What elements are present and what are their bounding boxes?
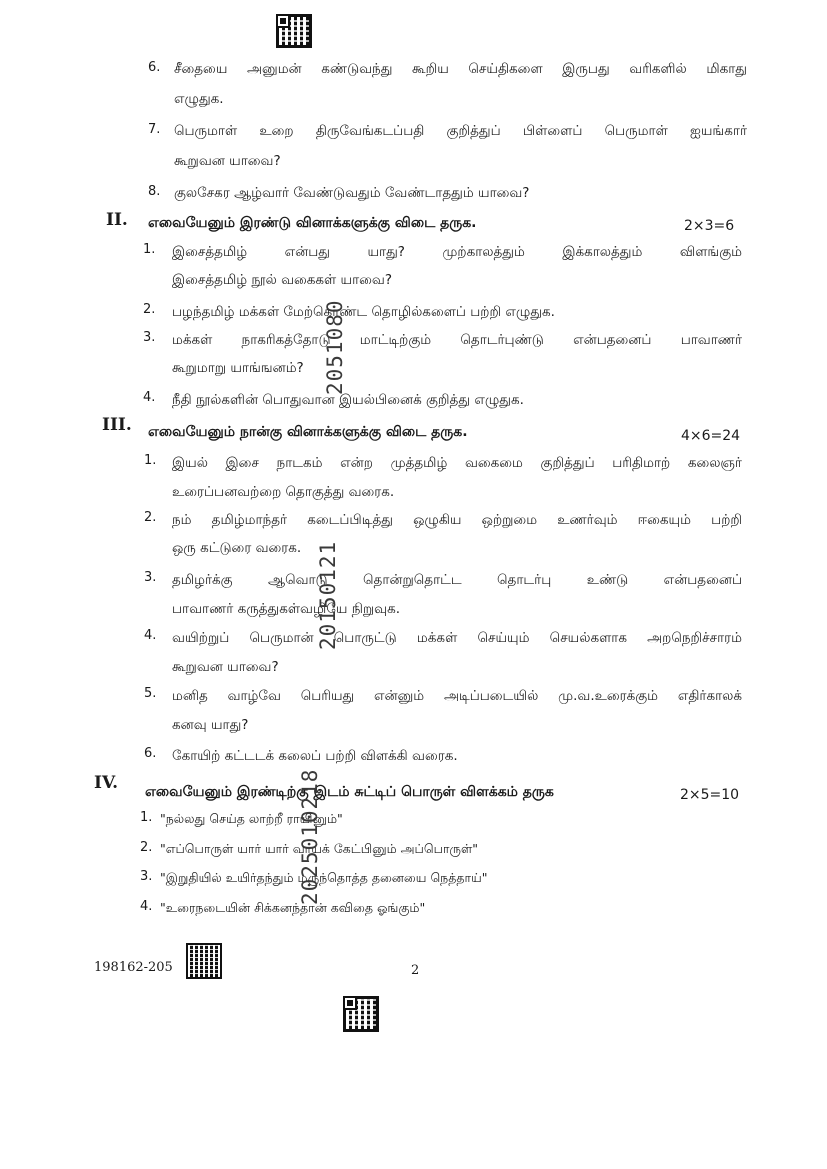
quote-text: "உரைநடையின் சிக்கனந்தான் கவிதை ஓங்கும்" (160, 900, 426, 915)
watermark-stamp: 2025010218 (298, 768, 322, 905)
question-text: மனித வாழ்வே பெரியது என்னும் அடிப்படையில் மு.வ.உரைக்கும் எதிர்காலக் (172, 688, 742, 704)
question-text: இயல் இசை நாடகம் என்ற முத்தமிழ் வகைமை குறித்துப் பரிதிமாற் கலைஞர் (172, 455, 742, 471)
question-text: மக்கள் நாகரிகத்தோடு மாட்டிற்கும் தொடர்புண்டு என்பதனைப் பாவாணர் (172, 332, 742, 348)
item-number: 4. (143, 390, 156, 405)
question-text: பழந்தமிழ் மக்கள் மேற்கொண்ட தொழில்களைப் பற்றி எழுதுக. (172, 304, 555, 320)
item-number: 5. (144, 686, 157, 701)
question-text: எழுதுக. (174, 91, 224, 107)
datamatrix-code (186, 943, 222, 979)
qr-code-bottom (343, 996, 379, 1032)
quote-text: "நல்லது செய்த லாற்றீ ராயினும்" (160, 811, 343, 826)
quote-text: "இறுதியில் உயிர்தந்தும் மருந்தொத்த தனையை நெத்தாய்" (160, 870, 488, 885)
question-text: பெருமாள் உறை திருவேங்கடப்பதி குறித்துப் பிள்ளைப் பெருமாள் ஐயங்கார் (174, 123, 747, 139)
quote-text: "எப்பொருள் யார் யார் வாய்க் கேட்பினும் அப்பொருள்" (160, 841, 479, 856)
item-number: 1. (143, 242, 156, 257)
item-number: 4. (140, 899, 153, 914)
question-text: கோயிற் கட்டடக் கலைப் பற்றி விளக்கி வரைக. (172, 748, 458, 764)
item-number: 3. (140, 869, 153, 884)
item-number: 8. (148, 184, 161, 199)
question-text: சீதையை அனுமன் கண்டுவந்து கூறிய செய்திகளை இருபது வரிகளில் மிகாது (174, 61, 747, 77)
watermark-stamp: 2051080 (323, 299, 347, 395)
watermark-stamp: 20150121 (316, 540, 340, 650)
question-text: வயிற்றுப் பெருமான் பொருட்டு மக்கள் செய்யும் செயல்களாக அறநெறிச்சாரம் (172, 630, 742, 646)
item-number: 3. (143, 330, 156, 345)
question-text: இசைத்தமிழ் என்பது யாது? முற்காலத்தும் இக்காலத்தும் விளங்கும் (172, 244, 742, 260)
question-text: தமிழர்க்கு ஆவொடு தொன்றுதொட்ட தொடர்பு உண்டு என்பதனைப் (172, 572, 742, 588)
question-text: கூறுமாறு யாங்ஙனம்? (172, 360, 304, 376)
section-roman: II. (106, 210, 128, 230)
question-text: உரைப்பனவற்றை தொகுத்து வரைக. (172, 484, 395, 500)
item-number: 4. (144, 628, 157, 643)
section-marks: 2×3=6 (684, 218, 735, 234)
section-roman: III. (102, 415, 132, 435)
section-title: எவையேனும் இரண்டிற்கு இடம் சுட்டிப் பொருள் விளக்கம் தருக (145, 784, 554, 800)
item-number: 2. (140, 840, 153, 855)
item-number: 3. (144, 570, 157, 585)
question-text: கூறுவன யாவை? (172, 659, 279, 675)
item-number: 6. (148, 60, 161, 75)
question-text: நீதி நூல்களின் பொதுவான இயல்பினைக் குறித்து எழுதுக. (172, 392, 524, 408)
item-number: 7. (148, 122, 161, 137)
item-number: 6. (144, 746, 157, 761)
page-number: 2 (411, 963, 420, 978)
question-text: கூறுவன யாவை? (174, 153, 281, 169)
paper-code: 198162-205 (94, 960, 173, 975)
section-marks: 4×6=24 (681, 428, 741, 444)
item-number: 1. (144, 453, 157, 468)
item-number: 2. (143, 302, 156, 317)
item-number: 1. (140, 810, 153, 825)
section-roman: IV. (94, 773, 119, 793)
qr-code-top (276, 14, 312, 48)
question-text: ஒரு கட்டுரை வரைக. (172, 540, 302, 556)
question-text: நம் தமிழ்மாந்தர் கடைப்பிடித்து ஒழுகிய ஒற்றுமை உணர்வும் ஈகையும் பற்றி (172, 512, 742, 528)
question-text: இசைத்தமிழ் நூல் வகைகள் யாவை? (172, 272, 393, 288)
question-text: கனவு யாது? (172, 717, 249, 733)
section-title: எவையேனும் இரண்டு வினாக்களுக்கு விடை தருக. (148, 215, 477, 231)
section-marks: 2×5=10 (680, 787, 740, 803)
question-text: பாவாணர் கருத்துகள்வழியே நிறுவுக. (172, 601, 401, 617)
question-text: குலசேகர ஆழ்வார் வேண்டுவதும் வேண்டாததும் யாவை? (174, 185, 530, 201)
section-title: எவையேனும் நான்கு வினாக்களுக்கு விடை தருக. (148, 424, 468, 440)
item-number: 2. (144, 510, 157, 525)
